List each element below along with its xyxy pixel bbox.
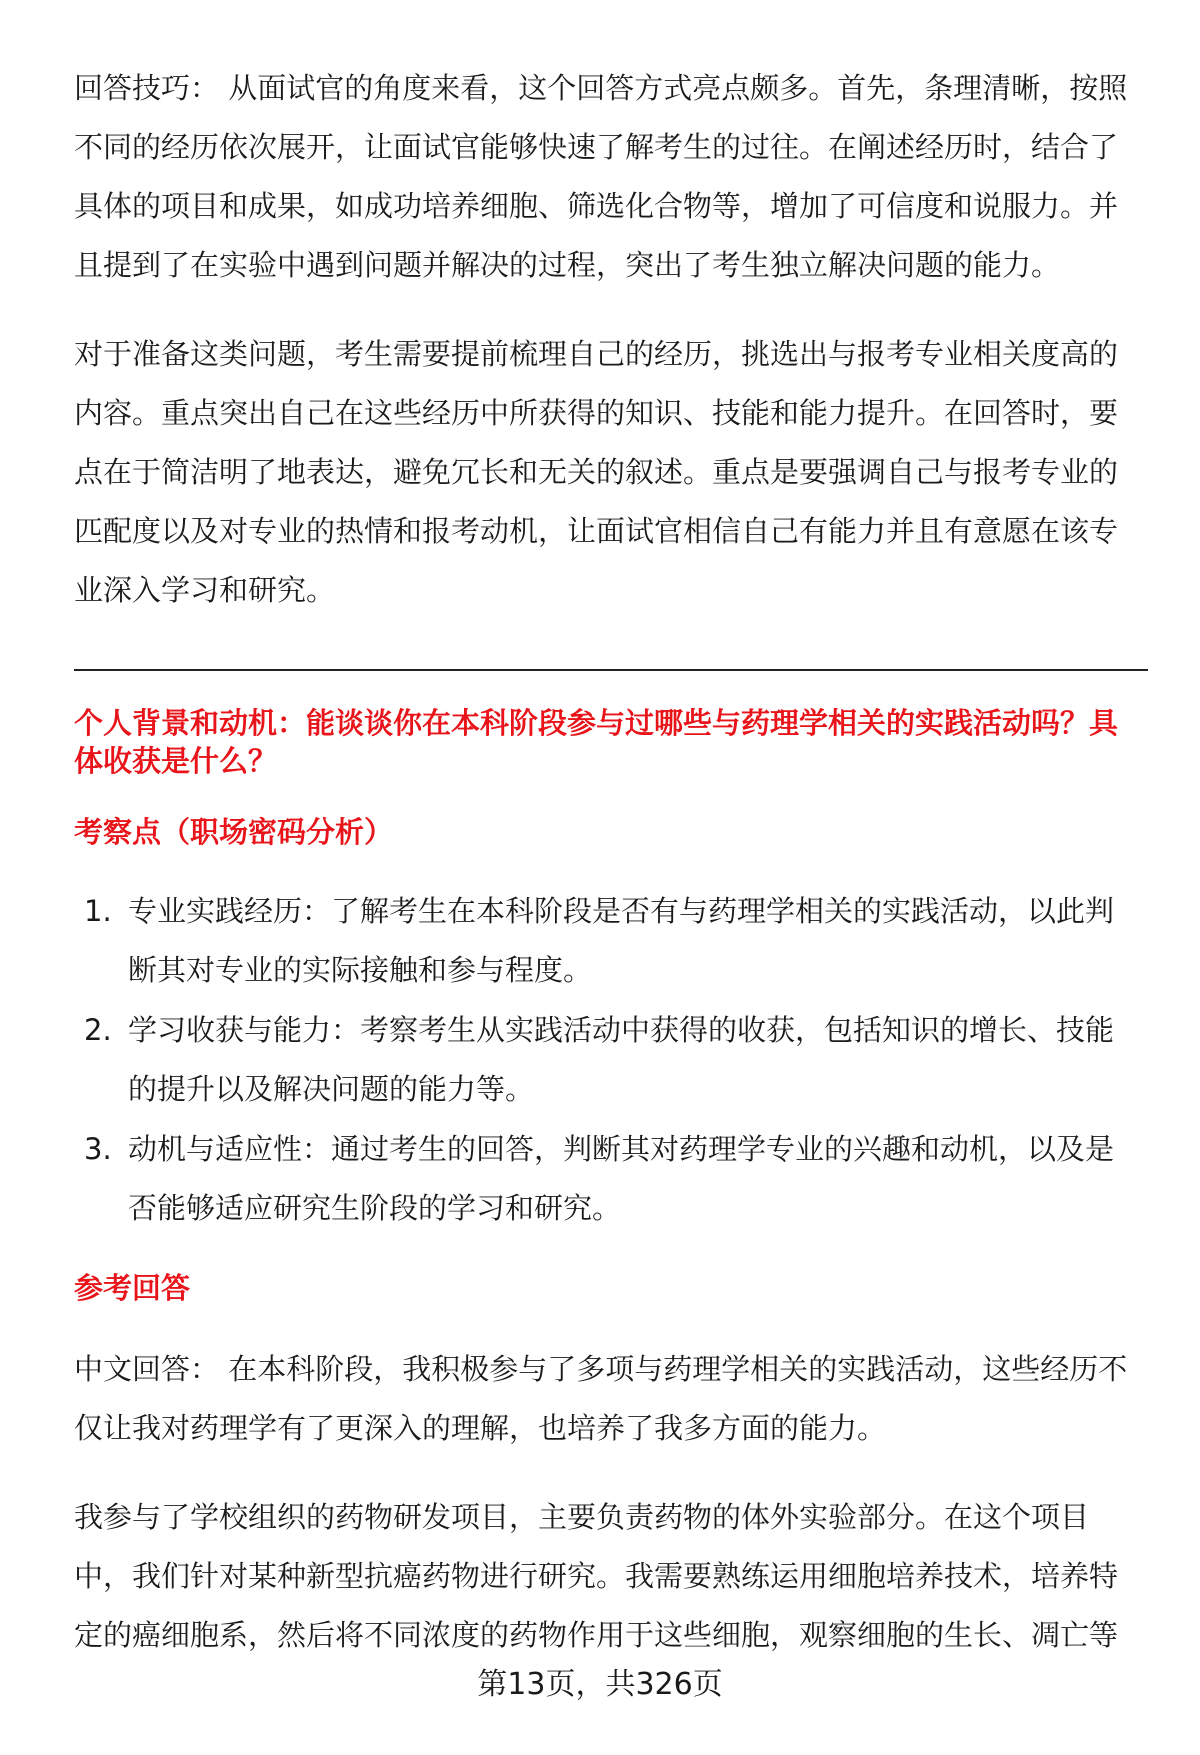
text-line: 对于准备这类问题，考生需要提前梳理自己的经历，挑选出与报考专业相关度高的 [74, 337, 1119, 371]
heading-text: 考察点（职场密码分析） [74, 815, 394, 849]
answer-intro-paragraph [74, 1340, 1154, 1458]
preparation-paragraph [74, 325, 1154, 620]
text-line: 内容。重点突出自己在这些经历中所获得的知识、技能和能力提升。在回答时，要 [74, 396, 1119, 430]
text-line: 个人背景和动机：能谈谈你在本科阶段参与过哪些与药理学相关的实践活动吗？具 [74, 706, 1119, 740]
text-line: 定的癌细胞系，然后将不同浓度的药物作用于这些细胞，观察细胞的生长、凋亡等 [74, 1618, 1119, 1652]
text-line: 断其对专业的实际接触和参与程度。 [128, 953, 593, 987]
assessment-heading [74, 803, 1154, 862]
reference-answer-heading [74, 1259, 1154, 1318]
question-heading [74, 694, 1154, 791]
text-line: 回答技巧： 从面试官的角度来看，这个回答方式亮点颇多。首先，条理清晰，按照 [74, 71, 1128, 105]
text-line: 点在于简洁明了地表达，避免冗长和无关的叙述。重点是要强调自己与报考专业的 [74, 455, 1119, 489]
text-line: 体收获是什么？ [74, 744, 278, 778]
text-line: 专业实践经历：了解考生在本科阶段是否有与药理学相关的实践活动，以此判 [128, 894, 1115, 928]
text-line: 学习收获与能力：考察考生从实践活动中获得的收获，包括知识的增长、技能 [128, 1013, 1115, 1047]
text-line: 动机与适应性：通过考生的回答，判断其对药理学专业的兴趣和动机，以及是 [128, 1132, 1115, 1166]
text-line: 否能够适应研究生阶段的学习和研究。 [128, 1191, 622, 1225]
text-line: 业深入学习和研究。 [74, 573, 336, 607]
item-number: 2. [84, 1013, 112, 1047]
answer-tips-paragraph [74, 59, 1154, 295]
text-line: 中文回答： 在本科阶段，我积极参与了多项与药理学相关的实践活动，这些经历不 [74, 1352, 1128, 1386]
text-line: 我参与了学校组织的药物研发项目，主要负责药物的体外实验部分。在这个项目 [74, 1500, 1090, 1534]
text-line: 仅让我对药理学有了更深入的理解，也培养了我多方面的能力。 [74, 1411, 887, 1445]
heading-text: 参考回答 [74, 1271, 191, 1305]
item-number: 3. [84, 1132, 112, 1166]
text-line: 不同的经历依次展开，让面试官能够快速了解考生的过往。在阐述经历时，结合了 [74, 130, 1119, 164]
text-line: 匹配度以及对专业的热情和报考动机，让面试官相信自己有能力并且有意愿在该专 [74, 514, 1119, 548]
answer-body-paragraph [74, 1488, 1154, 1665]
text-line: 具体的项目和成果，如成功培养细胞、筛选化合物等，增加了可信度和说服力。并 [74, 189, 1119, 223]
section-divider [74, 669, 1148, 671]
text-line: 且提到了在实验中遇到问题并解决的过程，突出了考生独立解决问题的能力。 [74, 248, 1061, 282]
text-line: 中，我们针对某种新型抗癌药物进行研究。我需要熟练运用细胞培养技术，培养特 [74, 1559, 1119, 1593]
page-number: 第13页，共326页 [477, 1667, 723, 1702]
text-line: 的提升以及解决问题的能力等。 [128, 1072, 535, 1106]
item-number: 1. [84, 894, 112, 928]
